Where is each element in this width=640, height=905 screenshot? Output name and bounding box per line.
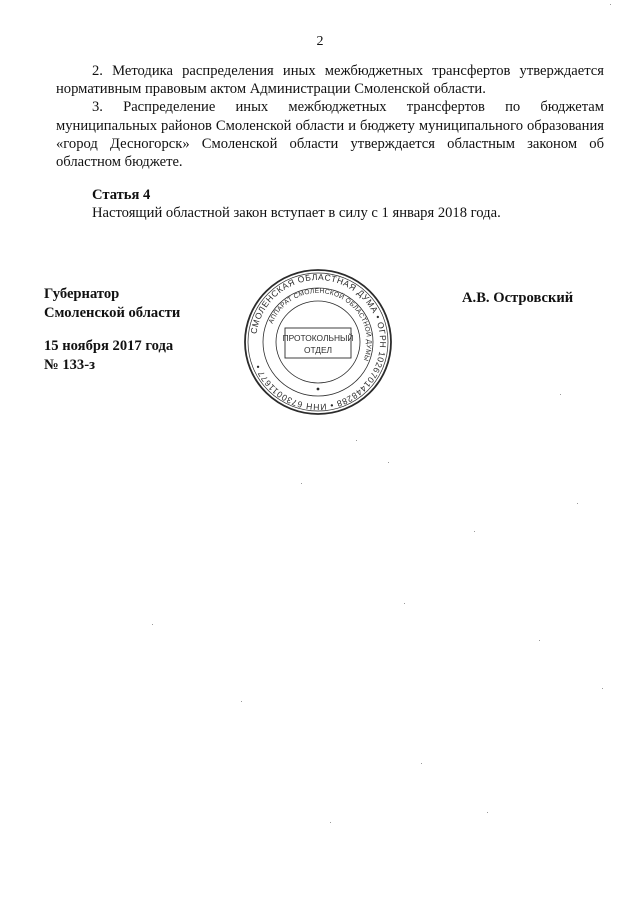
- governor-title: [44, 285, 180, 323]
- article-text: Настоящий областной закон вступает в силу с 1 января 2018 года.: [92, 205, 501, 222]
- seal-inner-ring-text: АППАРАТ СМОЛЕНСКОЙ ОБЛАСТНОЙ ДУМЫ: [267, 287, 373, 362]
- governor-title-line2: Смоленской области: [44, 305, 181, 321]
- article-4: [56, 186, 604, 222]
- paragraph-distribution: 3. Распределение иных межбюджетных трансфертов по бюджетам муниципальных районов Смоленской области и бюджету муниципального образования «город Десногорск» Смоленской области утверждается областным законом об областном бюджете.: [56, 99, 604, 171]
- signer-name: А.В. Островский: [462, 290, 574, 306]
- page-number: 2: [316, 34, 324, 49]
- seal-outer-ring-text: СМОЛЕНСКАЯ ОБЛАСТНАЯ ДУМА • ОГРН 1026701448288 • ИНН 6730011677 •: [248, 271, 389, 413]
- law-date-number: [44, 337, 173, 375]
- paragraph-methodology: 2. Методика распределения иных межбюджетных трансфертов утверждается нормативным правовым актом Администрации Смоленской области.: [56, 63, 604, 98]
- seal-star-icon: [317, 388, 320, 391]
- body-text: [56, 62, 604, 171]
- article-heading: Статья 4: [92, 187, 151, 203]
- seal-center-line2: ОТДЕЛ: [303, 345, 333, 355]
- law-number: № 133-з: [44, 357, 95, 373]
- governor-title-line1: Губернатор: [44, 286, 120, 302]
- official-seal: [233, 262, 403, 416]
- law-date: 15 ноября 2017 года: [44, 338, 174, 354]
- seal-center-line1: ПРОТОКОЛЬНЫЙ: [282, 333, 354, 343]
